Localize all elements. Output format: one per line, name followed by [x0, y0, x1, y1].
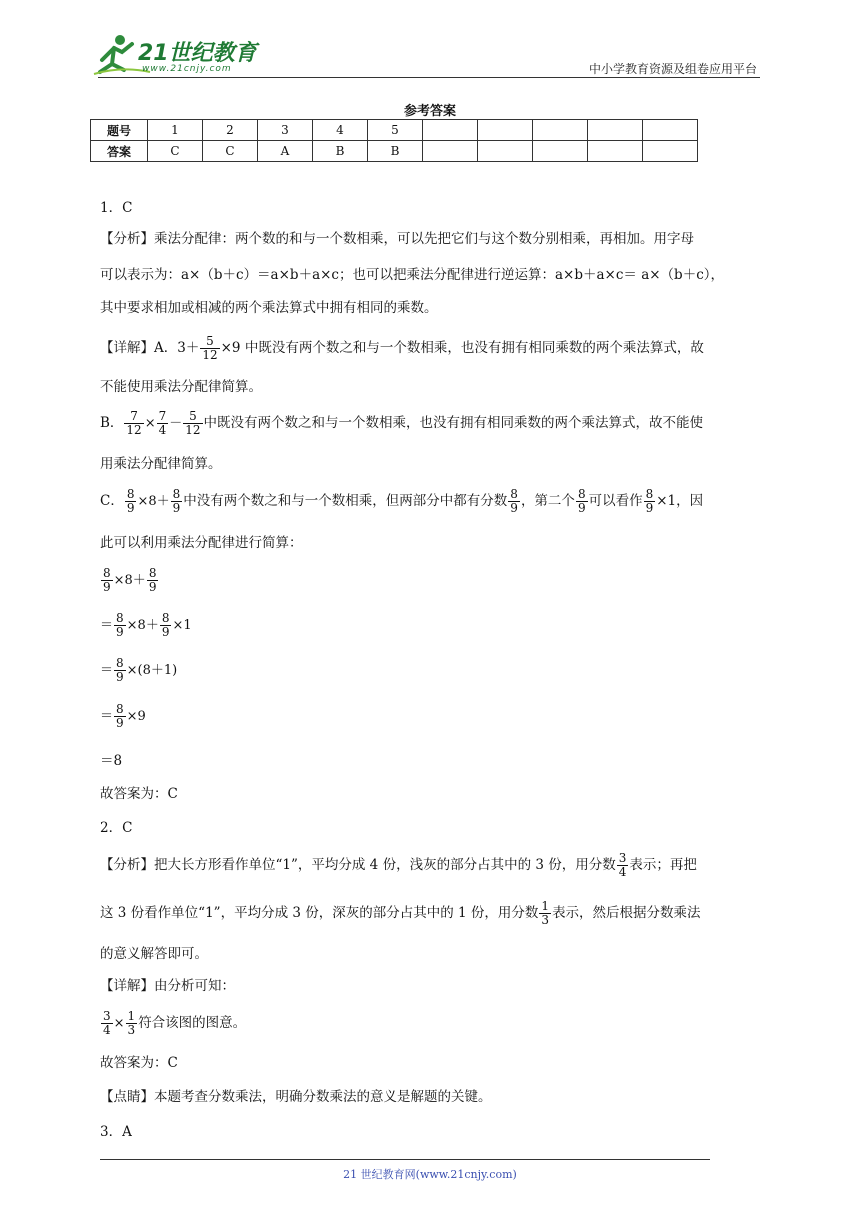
denominator: 12	[185, 423, 201, 437]
table-cell	[643, 120, 698, 141]
fraction	[183, 410, 202, 437]
numerator: 7	[158, 409, 167, 423]
q2-detail-line2	[100, 1010, 246, 1037]
denominator: 9	[103, 580, 111, 594]
table-cell	[533, 120, 588, 141]
table-cell	[533, 141, 588, 162]
q1-detail-c-prefix: C．	[100, 493, 124, 509]
table-head-number: 题号	[91, 120, 148, 141]
table-cell	[423, 120, 478, 141]
q3-number: 3．A	[100, 1124, 132, 1140]
denominator: 9	[116, 625, 124, 639]
numerator: 8	[645, 487, 654, 501]
q2-detail-text: 符合该图的图意。	[138, 1015, 247, 1031]
calc-step-3	[100, 657, 177, 684]
fraction	[160, 612, 172, 639]
op-text: ×9	[126, 709, 146, 724]
q2-analysis-text3: 这 3 份看作单位“1”，平均分成 3 份，深灰的部分占其中的 1 份，用分数	[100, 905, 539, 921]
fraction	[126, 1010, 138, 1037]
q1-analysis-line3: 其中要求相加或相减的两个乘法算式中拥有相同的乘数。	[100, 300, 438, 316]
minus-sign: －	[169, 416, 183, 431]
table-cell: 2	[203, 120, 258, 141]
table-cell	[588, 141, 643, 162]
table-cell: 1	[148, 120, 203, 141]
q2-analysis-line2	[100, 900, 701, 927]
fraction	[101, 1010, 113, 1037]
numerator: 8	[161, 611, 170, 625]
times-sign: ×	[144, 416, 156, 431]
denominator: 9	[172, 501, 181, 515]
fraction	[124, 410, 143, 437]
q1-detail-c-text2: ，第二个	[520, 493, 575, 509]
q2-conclusion: 故答案为：C	[100, 1055, 178, 1071]
q2-detail-line1: 【详解】由分析可知：	[100, 978, 235, 994]
fraction	[171, 488, 183, 515]
q1-detail-a	[100, 335, 704, 362]
table-cell	[423, 141, 478, 162]
header-divider	[98, 77, 760, 78]
q1-detail-a-prefix: 【详解】A．3＋	[100, 340, 200, 356]
fraction	[114, 612, 126, 639]
table-cell	[478, 120, 533, 141]
numerator: 5	[200, 335, 219, 349]
fraction	[114, 657, 126, 684]
numerator: 8	[510, 487, 518, 501]
calc-step-5: ＝8	[100, 753, 123, 769]
times-eight-plus: ×8＋	[137, 494, 170, 509]
denominator: 4	[103, 1023, 111, 1037]
table-cell: B	[313, 141, 368, 162]
numerator: 3	[103, 1009, 111, 1023]
platform-name: 中小学教育资源及组卷应用平台	[588, 62, 757, 76]
answer-title: 参考答案	[403, 104, 456, 119]
numerator: 1	[541, 899, 550, 913]
q1-detail-b	[100, 410, 703, 437]
equals-sign: ＝	[100, 663, 114, 678]
table-cell	[643, 141, 698, 162]
q2-analysis-line3: 的意义解答即可。	[100, 946, 208, 962]
denominator: 9	[510, 501, 518, 515]
denominator: 9	[645, 501, 654, 515]
op-text: ×(8＋1)	[126, 663, 178, 678]
logo-url: www.21cnjy.com	[142, 64, 232, 74]
table-cell	[588, 120, 643, 141]
numerator: 8	[116, 611, 124, 625]
numerator: 7	[124, 410, 143, 424]
q2-number: 2．C	[100, 820, 133, 836]
q2-analysis-text2: 表示；再把	[629, 857, 697, 873]
footer-text: 21 世纪教育网(www.21cnjy.com)	[343, 1168, 517, 1181]
table-cell: C	[203, 141, 258, 162]
footer-divider	[100, 1159, 710, 1160]
fraction	[508, 488, 520, 515]
numerator: 8	[116, 656, 124, 670]
table-cell: C	[148, 141, 203, 162]
denominator: 4	[618, 865, 627, 879]
q1-number: 1．C	[100, 200, 133, 216]
calc-step-2	[100, 612, 192, 639]
q1-detail-b-suffix: 中既没有两个数之和与一个数相乘，也没有拥有相同乘数的两个乘法算式，故不能使	[203, 415, 704, 431]
denominator: 9	[148, 580, 157, 594]
q1-detail-c-text1: 中没有两个数之和与一个数相乘，但两部分中都有分数	[183, 493, 508, 509]
denominator: 9	[126, 501, 135, 515]
q2-analysis-text4: 表示，然后根据分数乘法	[552, 905, 701, 921]
fraction	[617, 852, 629, 879]
q1-analysis-line2: 可以表示为：a×（b＋c）＝a×b＋a×c；也可以把乘法分配律进行逆运算：a×b＋a×c＝ a×（b＋c），	[100, 267, 725, 283]
q2-analysis-text1: 【分析】把大长方形看作单位“1”，平均分成 4 份，浅灰的部分占其中的 3 份，用分数	[100, 857, 616, 873]
q1-detail-a-line2: 不能使用乘法分配律简算。	[100, 379, 262, 395]
table-cell	[478, 141, 533, 162]
numerator: 1	[127, 1009, 136, 1023]
fraction	[125, 488, 137, 515]
table-row-answers	[91, 141, 698, 162]
numerator: 8	[172, 487, 181, 501]
fraction	[644, 488, 656, 515]
fraction	[101, 567, 113, 594]
fraction	[147, 567, 159, 594]
denominator: 12	[126, 423, 142, 437]
site-logo	[92, 30, 262, 80]
denominator: 12	[202, 348, 218, 362]
q2-analysis-line1	[100, 852, 697, 879]
table-cell: A	[258, 141, 313, 162]
denominator: 3	[541, 913, 550, 927]
op-text: ×1	[172, 618, 192, 633]
q2-comment: 【点睛】本题考查分数乘法，明确分数乘法的意义是解题的关键。	[100, 1089, 492, 1105]
numerator: 8	[126, 487, 135, 501]
op-text: ×8＋	[126, 618, 159, 633]
q1-analysis-line1: 【分析】乘法分配律：两个数的和与一个数相乘，可以先把它们与这个数分别相乘，再相加。用字母	[100, 231, 694, 247]
q1-detail-c-text3: 可以看作	[588, 493, 643, 509]
calc-step-4	[100, 703, 146, 730]
denominator: 9	[577, 501, 586, 515]
numerator: 3	[618, 851, 627, 865]
q1-detail-c	[100, 488, 703, 515]
q1-detail-a-suffix: ×9 中既没有两个数之和与一个数相乘，也没有拥有相同乘数的两个乘法算式，故	[220, 340, 704, 356]
denominator: 3	[127, 1023, 136, 1037]
op-text: ×8＋	[113, 573, 146, 588]
equals-sign: ＝	[100, 709, 114, 724]
table-cell: B	[368, 141, 423, 162]
q1-detail-b-line2: 用乘法分配律简算。	[100, 456, 222, 472]
table-row-numbers	[91, 120, 698, 141]
numerator: 8	[577, 487, 586, 501]
numerator: 8	[116, 702, 124, 716]
calc-step-1	[100, 567, 159, 594]
table-head-answer: 答案	[91, 141, 148, 162]
denominator: 9	[161, 625, 170, 639]
table-cell: 3	[258, 120, 313, 141]
fraction	[114, 703, 126, 730]
times-sign: ×	[113, 1016, 125, 1031]
numerator: 8	[148, 566, 157, 580]
q1-conclusion: 故答案为：C	[100, 786, 178, 802]
logo-title: 21世纪教育	[138, 41, 257, 66]
q1-detail-c-text4: ×1，因	[656, 493, 704, 509]
q1-detail-c-line2: 此可以利用乘法分配律进行简算：	[100, 535, 303, 551]
numerator: 5	[183, 410, 202, 424]
answer-table	[90, 119, 698, 162]
fraction	[200, 335, 219, 362]
equals-sign: ＝	[100, 618, 114, 633]
fraction	[539, 900, 551, 927]
q1-detail-b-prefix: B．	[100, 415, 124, 431]
table-cell: 4	[313, 120, 368, 141]
numerator: 8	[103, 566, 111, 580]
denominator: 9	[116, 716, 124, 730]
denominator: 9	[116, 670, 124, 684]
denominator: 4	[158, 423, 167, 437]
fraction	[157, 410, 169, 437]
fraction	[576, 488, 588, 515]
table-cell: 5	[368, 120, 423, 141]
